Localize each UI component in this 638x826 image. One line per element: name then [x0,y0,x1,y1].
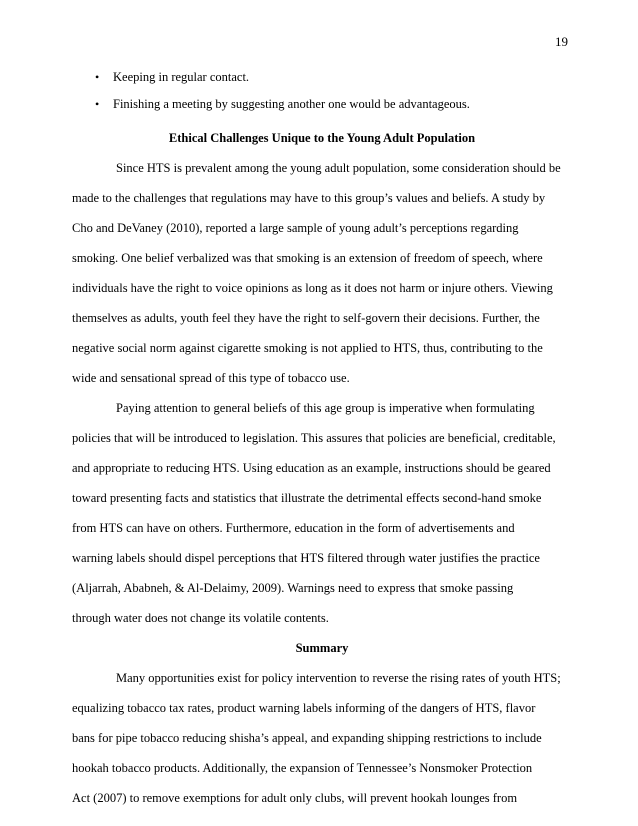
paragraph-line: and appropriate to reducing HTS. Using education as an example, instructions should be geared [72,461,551,475]
paragraph-line: Cho and DeVaney (2010), reported a large sample of young adult’s perceptions regarding [72,221,519,235]
page-number: 19 [555,34,568,49]
list-item [72,91,572,118]
list-item [72,64,572,91]
section-heading-ethical-challenges: Ethical Challenges Unique to the Young Adult Population [168,131,476,145]
paragraph-line: themselves as adults, youth feel they have the right to self-govern their decisions. Further, the [72,311,540,325]
paragraph-hts-young-adults [72,153,572,393]
paragraph-line: Since HTS is prevalent among the young adult population, some consideration should be [116,161,561,175]
paragraph-line: toward presenting facts and statistics that illustrate the detrimental effects second-hand smoke [72,491,542,505]
paragraph-line: Paying attention to general beliefs of this age group is imperative when formulating [116,401,535,415]
paragraph-summary [72,663,572,813]
bullet-icon: • [95,70,100,84]
paragraph-line: wide and sensational spread of this type of tobacco use. [72,371,350,385]
paragraph-line: negative social norm against cigarette smoking is not applied to HTS, thus, contributing to the [72,341,543,355]
paragraph-line: equalizing tobacco tax rates, product warning labels informing of the dangers of HTS, flavor [72,701,536,715]
paragraph-line: warning labels should dispel perceptions that HTS filtered through water justifies the practice [72,551,540,565]
bullet-text: Finishing a meeting by suggesting another one would be advantageous. [113,97,470,111]
paragraph-line: made to the challenges that regulations may have to this group’s values and beliefs. A study by [72,191,546,205]
paragraph-line: bans for pipe tobacco reducing shisha’s appeal, and expanding shipping restrictions to include [72,731,542,745]
paragraph-line: Act (2007) to remove exemptions for adult only clubs, will prevent hookah lounges from [72,791,518,805]
paragraph-line: (Aljarrah, Ababneh, & Al-Delaimy, 2009). Warnings need to express that smoke passing [72,581,514,595]
paragraph-line: Many opportunities exist for policy intervention to reverse the rising rates of youth HTS; [116,671,561,685]
bullet-icon: • [95,97,100,111]
paragraph-line: smoking. One belief verbalized was that smoking is an extension of freedom of speech, where [72,251,543,265]
paragraph-line: through water does not change its volatile contents. [72,611,329,625]
bullet-list [72,64,572,118]
paragraph-line: from HTS can have on others. Furthermore, education in the form of advertisements and [72,521,515,535]
paragraph-general-beliefs [72,393,572,633]
document-body [72,64,572,813]
paragraph-line: policies that will be introduced to legislation. This assures that policies are beneficial, creditable, [72,431,556,445]
section-heading-summary: Summary [295,641,349,655]
bullet-text: Keeping in regular contact. [113,70,250,84]
paragraph-line: individuals have the right to voice opinions as long as it does not harm or injure others. Viewing [72,281,553,295]
paragraph-line: hookah tobacco products. Additionally, the expansion of Tennessee’s Nonsmoker Protection [72,761,533,775]
